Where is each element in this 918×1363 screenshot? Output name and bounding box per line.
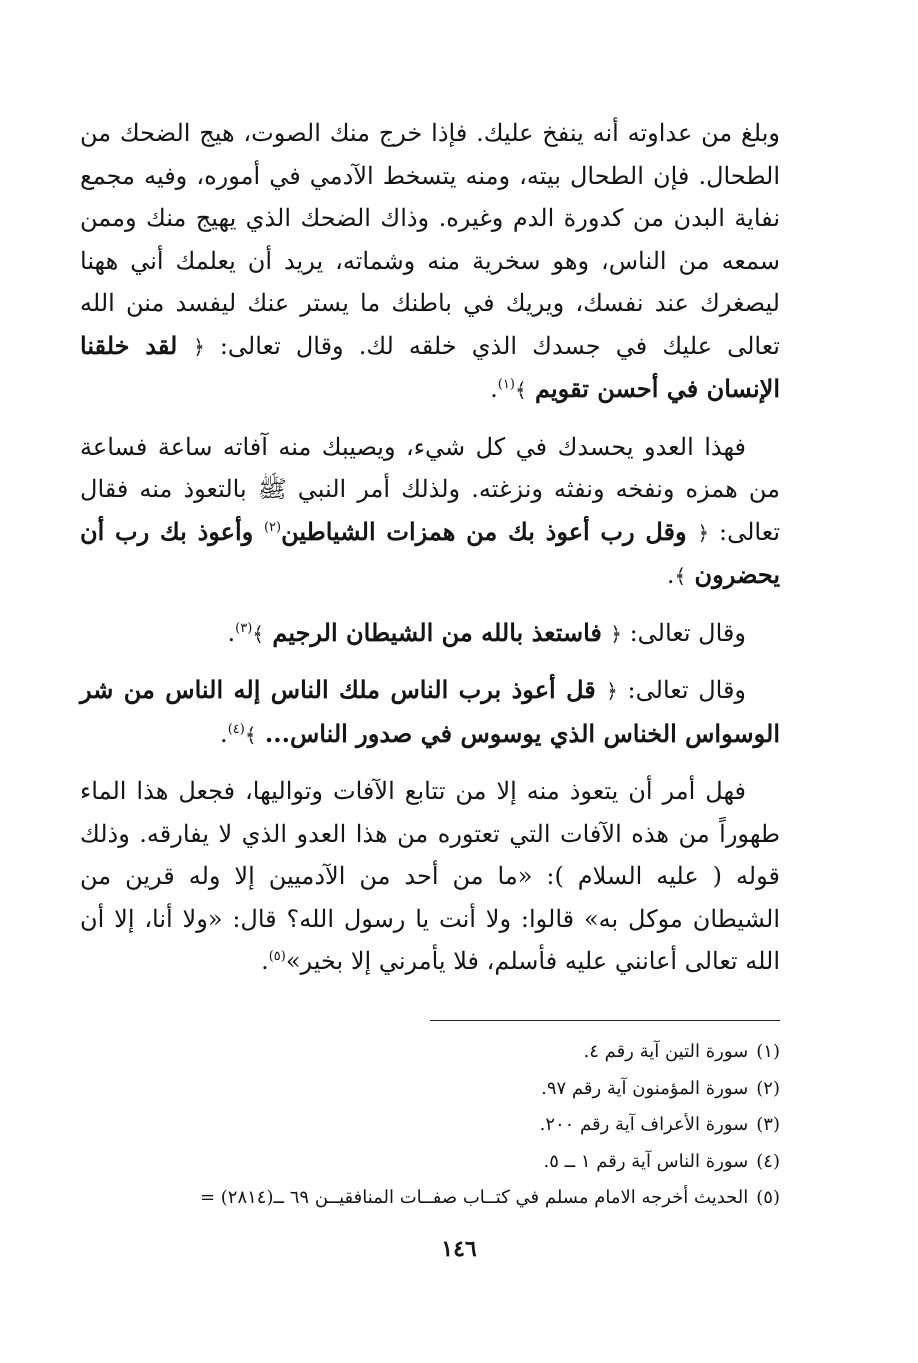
quran-verse: لقد خلقنا الإنسان في أحسن تقويم	[80, 330, 780, 403]
quran-bracket: ﴿	[610, 621, 622, 646]
quran-verse: فاستعذ بالله من الشيطان الرجيم	[264, 617, 611, 647]
text-run: وقال تعالى:	[617, 676, 747, 704]
footnote-item	[80, 1180, 780, 1217]
footnote-item	[80, 1071, 780, 1108]
text-run: فهذا العدو يحسدك في كل شيء، ويصيبك منه آفاته ساعة فساعة من همزه ونفخه ونفثه ونزغته. ولذلك أمر النبي ﷺ بالتعوذ منه فقال تعالى:	[80, 432, 781, 546]
text-run: .	[490, 375, 498, 403]
footnote-item	[80, 1107, 780, 1144]
footnote-number: (١)	[756, 1041, 780, 1062]
footnote-ref: (٥)	[268, 949, 286, 964]
paragraph	[80, 426, 780, 598]
quran-bracket: ﴿	[193, 334, 205, 359]
footnote-text: سورة الأعراف آية رقم ٢٠٠.	[539, 1114, 749, 1135]
quran-verse: وقل رب أعوذ بك من همزات الشياطين	[281, 516, 698, 546]
footnote-item	[80, 1034, 780, 1071]
quran-bracket: ﴿	[606, 679, 618, 703]
footnote-ref: (٢)	[263, 519, 282, 535]
paragraph	[80, 112, 780, 412]
text-run: .	[227, 618, 236, 647]
quran-bracket: ﴾	[514, 378, 527, 402]
main-text	[80, 112, 780, 983]
quran-bracket: ﴾	[252, 621, 265, 646]
quran-verse: وأعوذ بك رب أن يحضرون	[80, 516, 780, 589]
paragraph	[80, 612, 780, 656]
footnote-text: الحديث أخرجه الامام مسلم في كتــاب صفــات المنافقيــن ٦٩ ــ(٢٨١٤) =	[199, 1187, 749, 1208]
text-run: .	[666, 561, 675, 589]
footnote-item	[80, 1144, 780, 1181]
paragraph	[80, 770, 780, 983]
footnote-ref: (٤)	[227, 721, 245, 737]
quran-bracket: ﴿	[697, 520, 710, 545]
quran-verse: قل أعوذ برب الناس ملك الناس إله الناس من شر الوسواس الخناس الذي يوسوس في صدور الناس...	[80, 675, 780, 748]
footnote-number: (٢)	[756, 1077, 780, 1099]
text-run: وبلغ من عداوته أنه ينفخ عليك. فإذا خرج منك الصوت، هيج الضحك من الطحال. فإن الطحال بيته، ومنه يتسخط الآدمي في أموره، وفيه مجمع نفاية البدن من كدورة الدم وغيره. وذاك الضحك الذي يهيج منك وممن سمعه من الناس، وهو سخرية منه وشماته، يريد أن يعلمك أني ههنا ليصغرك عند نفسك، ويريك في باطنك ما يستر عنك ليفسد منن الله تعالى عليك في جسدك الذي خلقه لك. وقال تعالى:	[80, 119, 780, 360]
text-run: .	[261, 947, 269, 975]
quran-bracket: ﴾	[674, 564, 687, 588]
footnote-text: سورة الناس آية رقم ١ ــ ٥.	[543, 1150, 749, 1172]
footnote-text: سورة التين آية رقم ٤.	[583, 1041, 749, 1062]
quran-bracket: ﴾	[244, 722, 257, 747]
footnotes	[80, 1034, 780, 1217]
paragraph	[80, 669, 780, 756]
text-run: .	[220, 719, 228, 748]
text-run: وقال تعالى:	[621, 618, 746, 647]
footnote-number: (٤)	[756, 1150, 780, 1172]
page-number: ١٤٦	[441, 1236, 477, 1262]
footnote-divider	[430, 1020, 780, 1021]
footnote-number: (٣)	[756, 1114, 780, 1135]
footnote-number: (٥)	[756, 1187, 780, 1208]
text-run: فهل أمر أن يتعوذ منه إلا من تتابع الآفات وتواليها، فجعل هذا الماء طهوراً من هذه الآفات التي تعتوره من هذا العدو الذي لا يفارقه. وذلك قوله ( عليه السلام ): «ما من أحد من الآدميين إلا وله قرين من الشيطان موكل به» قالوا: ولا أنت يا رسول الله؟ قال: «ولا أنا، إلا أن الله تعالى أعانني عليه فأسلم، فلا يأمرني إلا بخير»	[80, 777, 780, 975]
footnote-ref: (٣)	[235, 620, 253, 636]
footnote-text: سورة المؤمنون آية رقم ٩٧.	[541, 1077, 749, 1099]
footnote-ref: (١)	[497, 377, 515, 392]
